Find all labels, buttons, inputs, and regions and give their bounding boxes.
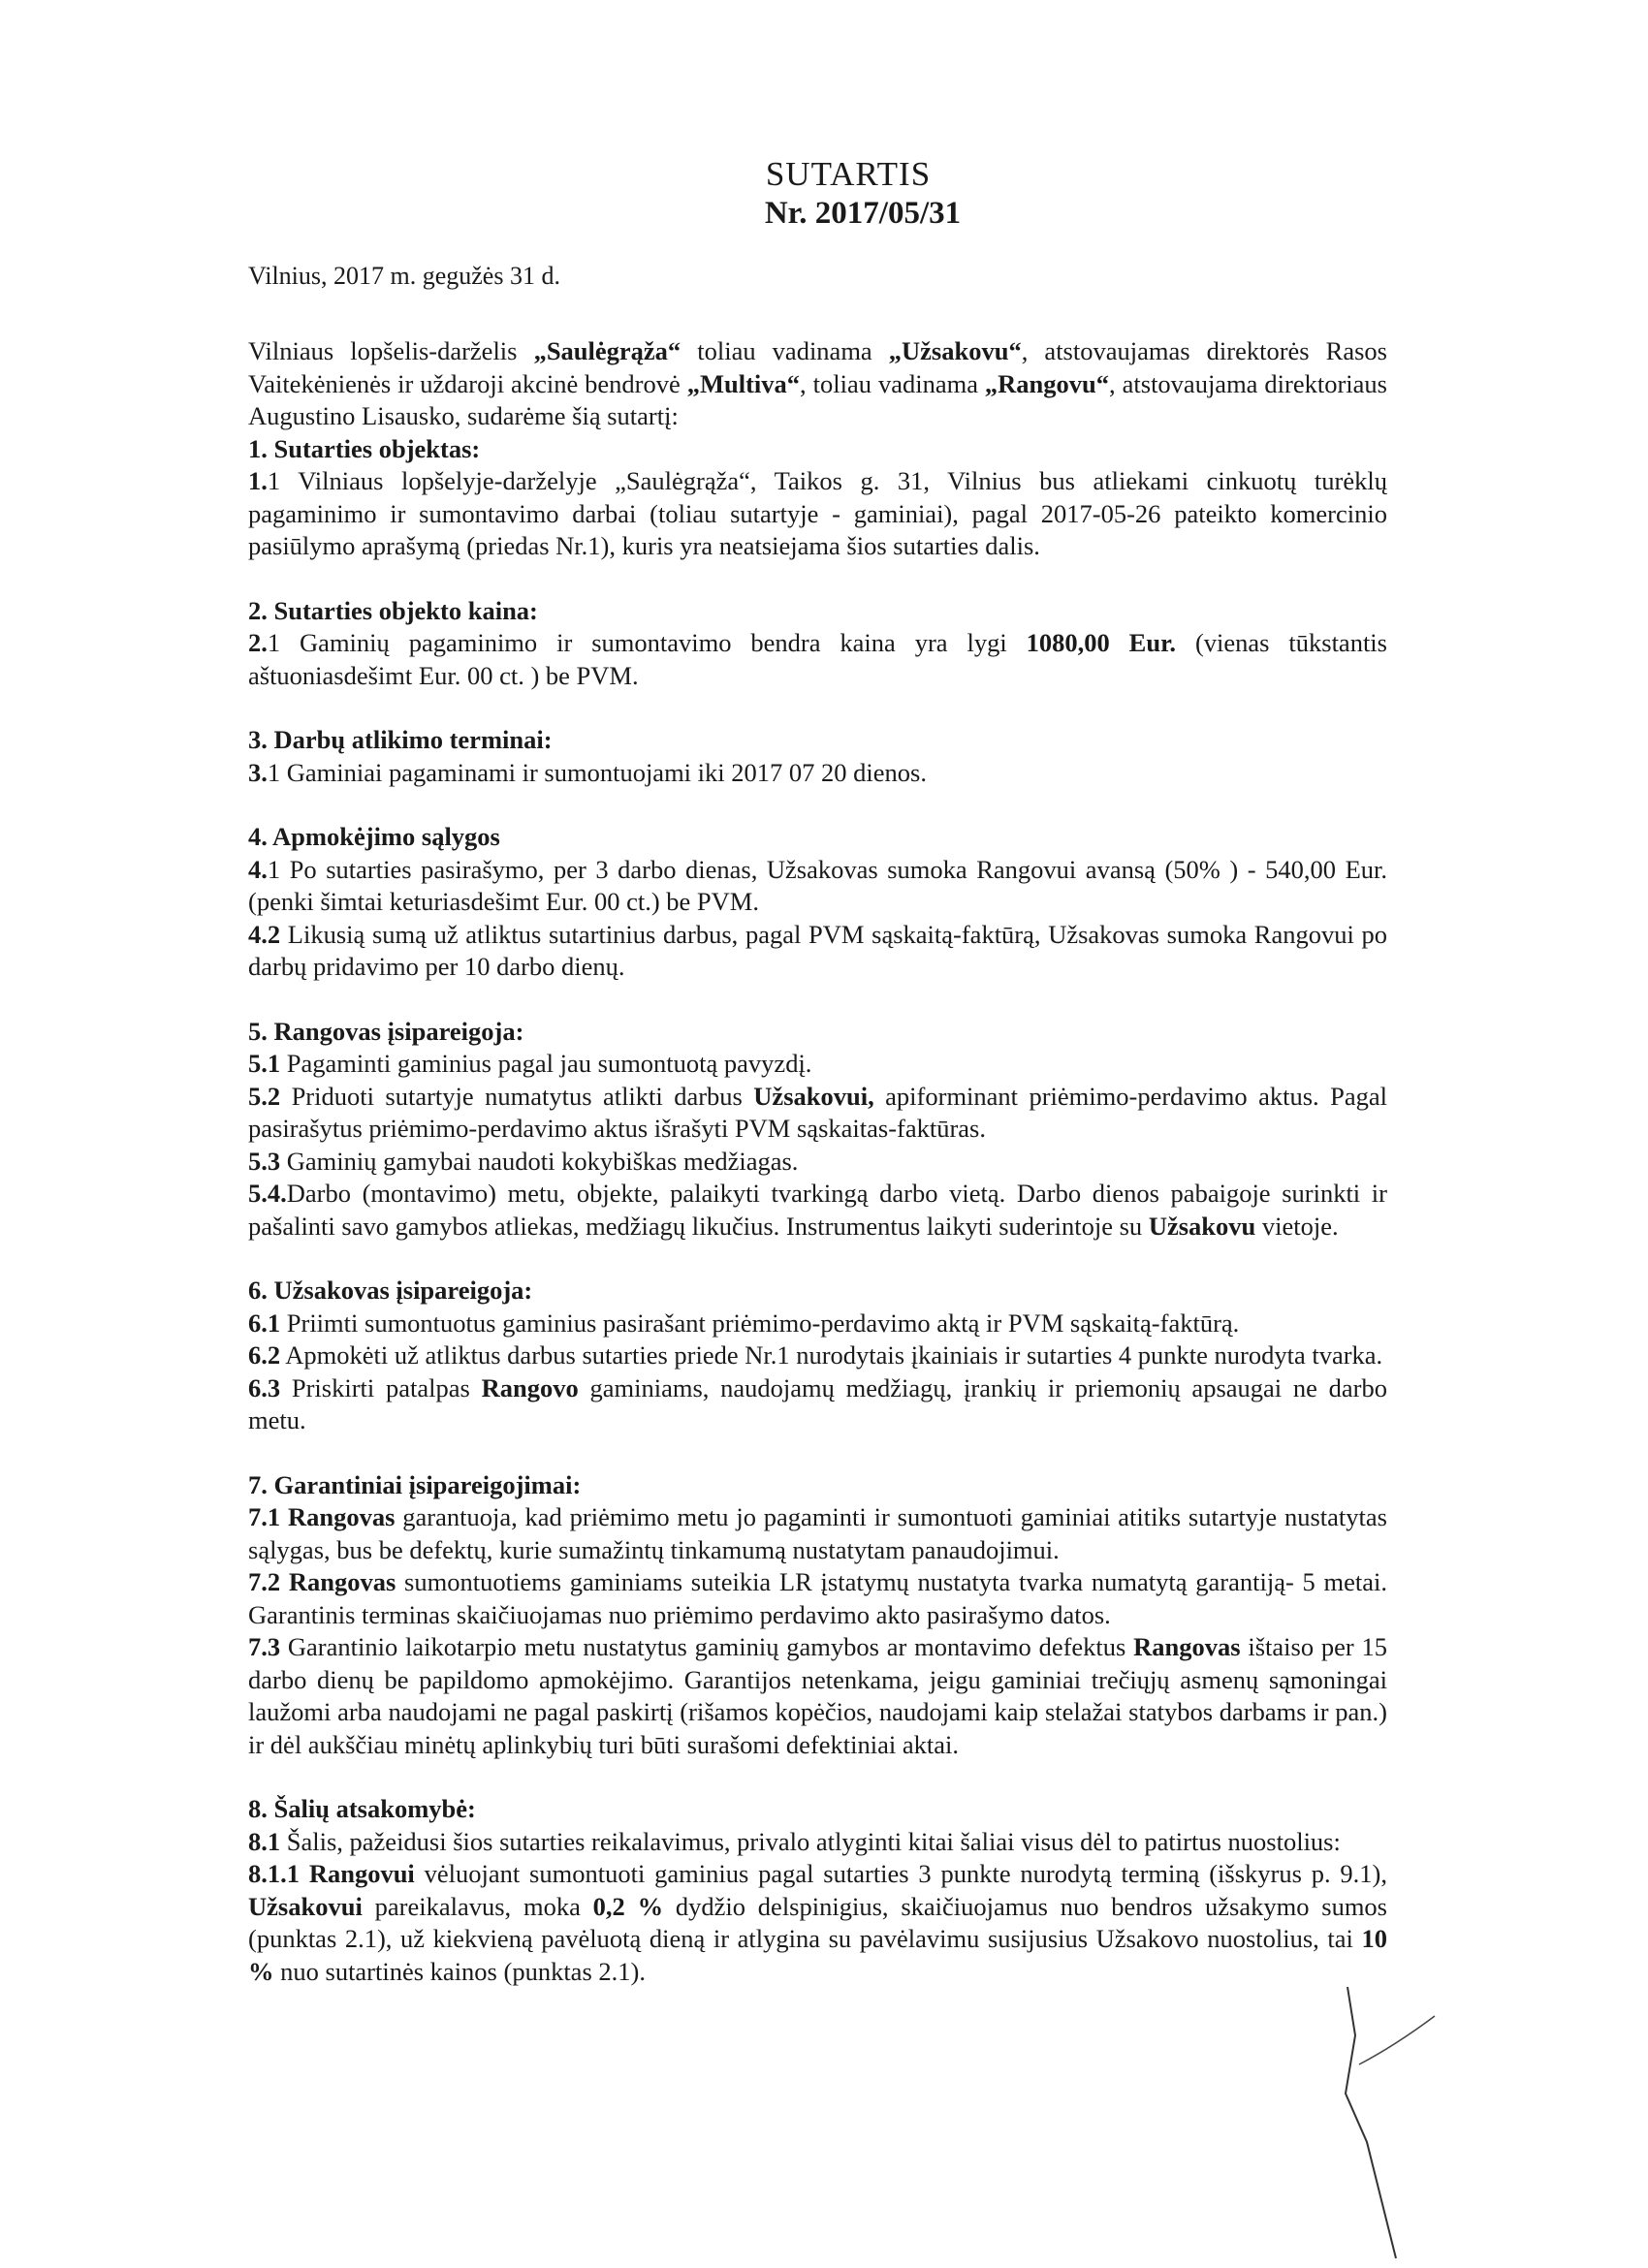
clause-8-1-1 [248, 1858, 1387, 1988]
clause-number: 4.2 [248, 919, 281, 949]
clause-text: nuo sutartinės kainos (punktas 2.1). [273, 1956, 646, 1986]
section-title: 1. Sutarties objektas: [248, 433, 481, 463]
clause-number: 4. [248, 854, 268, 884]
clause-2-1 [248, 627, 1387, 692]
contractor-name: „Multiva“ [686, 368, 801, 398]
section-2 [248, 595, 1387, 693]
clause-number: 5.3 [248, 1146, 281, 1176]
clause-5-4 [248, 1178, 1387, 1243]
client-alias: „Užsakovu“ [888, 336, 1022, 365]
penalty-cap: 10 % [248, 1924, 1387, 1986]
clause-emphasis: Rangovui [300, 1859, 415, 1888]
intro-text: , atstovaujamas direktorės Rasos Vaitekėnienės ir uždaroji akcinė bendrovė [248, 336, 1387, 398]
section-title: 4. Apmokėjimo sąlygos [248, 822, 500, 851]
clause-number: 8.1 [248, 1826, 281, 1856]
clause-emphasis: Rangovas [1133, 1632, 1241, 1661]
section-7 [248, 1469, 1387, 1762]
clause-emphasis: Užsakovui [248, 1891, 363, 1921]
clause-number: 6.1 [248, 1307, 281, 1338]
section-title: 7. Garantiniai įsipareigojimai: [248, 1469, 582, 1499]
place-date: Vilnius, 2017 m. gegužės 31 d. [248, 262, 560, 290]
clause-7-3 [248, 1631, 1387, 1761]
clause-text: gaminiams, naudojamų medžiagų, įrankių ir priemonių apsaugai ne darbo metu. [248, 1372, 1387, 1434]
clause-text: Priduoti sutartyje numatytus atlikti darbus [280, 1081, 754, 1111]
clause-1-1 [248, 465, 1387, 563]
clause-text: sumontuotiems gaminiams suteikia LR įstatymų nustatyta tvarka numatytą garantiją- 5 metai. Garantinis terminas skaičiuojamas nuo priėmimo perdavimo akto pasirašymo datos. [248, 1567, 1387, 1629]
clause-number: 1. [248, 466, 268, 495]
clause-text: Gaminių gamybai naudoti kokybiškas medžiagas. [280, 1146, 799, 1176]
clause-text: Vilniaus lopšelyje-darželyje „Saulėgrąža“, Taikos g. 31, Vilnius bus atliekami cinkuotų turėklų pagaminimo ir sumontavimo darbai (toliau sutartyje - gaminiai), pagal 2017-05-26 pateikto komercinio pasiūlymo aprašymą (priedas Nr.1), kuris yra neatsiejama šios sutarties dalis. [248, 466, 1387, 560]
clause-text: dydžio delspinigius, skaičiuojamus nuo bendros užsakymo sumos (punktas 2.1), už kiekvieną pavėluotą dieną ir atlygina su pavėlavimu susijusius Užsakovo nuostolius, tai [248, 1891, 1387, 1953]
clause-number: 7.3 [248, 1632, 281, 1661]
clause-6-2 [248, 1339, 1387, 1372]
clause-number: 7.2 [248, 1567, 281, 1596]
clause-number: 3. [248, 757, 268, 787]
clause-text: vėluojant sumontuoti gaminius pagal sutarties 3 punkte nurodytą terminą (išskyrus p. 9.1), [414, 1859, 1387, 1888]
clause-4-2 [248, 919, 1387, 984]
clause-3-1 [248, 757, 1387, 790]
clause-text: pareikalavus, moka [362, 1891, 593, 1921]
clause-text: Priskirti patalpas [280, 1372, 482, 1402]
clause-8-1 [248, 1826, 1387, 1859]
clause-5-3 [248, 1146, 1387, 1179]
clause-5-2 [248, 1081, 1387, 1146]
contractor-alias: „Rangovu“ [984, 368, 1110, 398]
clause-number: 1 [267, 466, 281, 495]
clause-text: Likusią sumą už atliktus sutartinius darbus, pagal PVM sąskaitą-faktūrą, Užsakovas sumoka Rangovui po darbų pridavimo per 10 darbo dienų. [248, 919, 1387, 981]
intro-text: toliau vadinama [681, 336, 889, 365]
clause-text: Darbo (montavimo) metu, objekte, palaikyti tvarkingą darbo vietą. Darbo dienos pabaigoje surinkti ir pašalinti savo gamybos atliekas, medžiagų likučius. Instrumentus laikyti suderintoje su [248, 1179, 1387, 1241]
clause-text: garantuoja, kad priėmimo metu jo pagaminti ir sumontuoti gaminiai atitiks sutartyje nustatytas sąlygas, bus be defektų, kurie sumažintų tinkamumą nustatytam panaudojimui. [248, 1502, 1387, 1564]
clause-emphasis: Rangovas [280, 1502, 396, 1531]
penalty-rate: 0,2 % [592, 1891, 664, 1921]
section-title: 2. Sutarties objekto kaina: [248, 595, 538, 625]
section-title: 5. Rangovas įsipareigoja: [248, 1016, 524, 1046]
section-3 [248, 724, 1387, 789]
handwritten-mark [1338, 1977, 1444, 2268]
clause-emphasis: Užsakovui, [753, 1081, 874, 1111]
clause-7-2 [248, 1566, 1387, 1631]
clause-number: 1 [267, 757, 281, 787]
clause-emphasis: Užsakovu [1148, 1211, 1256, 1241]
clause-emphasis: Rangovo [481, 1372, 579, 1402]
section-8 [248, 1793, 1387, 1988]
clause-text: apiforminant priėmimo-perdavimo aktus. Pagal pasirašytus priėmimo-perdavimo aktus išrašyti PVM sąskaitas-faktūras. [248, 1081, 1387, 1143]
clause-text: Gaminiai pagaminami ir sumontuojami iki 2017 07 20 dienos. [280, 757, 927, 787]
clause-4-1 [248, 854, 1387, 919]
clause-text: Po sutarties pasirašymo, per 3 darbo dienas, Užsakovas sumoka Rangovui avansą (50% ) - 540,00 Eur. (penki šimtai keturiasdešimt Eur. 00 ct.) be PVM. [248, 854, 1387, 916]
intro-text: , atstovaujama direktoriaus Augustino Lisausko, sudarėme šią sutartį: [248, 368, 1387, 430]
document-number: Nr. 2017/05/31 [764, 196, 962, 231]
client-name: „Saulėgrąža“ [533, 336, 681, 365]
intro-paragraph [248, 335, 1387, 433]
clause-number: 8.1.1 [248, 1859, 300, 1888]
section-title: 8. Šalių atsakomybė: [248, 1794, 476, 1823]
clause-text: Apmokėti už atliktus darbus sutarties priede Nr.1 nurodytais įkainiais ir sutarties 4 punkte nurodyta tvarka. [280, 1340, 1383, 1370]
contract-body [248, 335, 1387, 2020]
clause-7-1 [248, 1501, 1387, 1566]
intro-text: , toliau vadinama [800, 368, 985, 398]
clause-number: 2. [248, 628, 268, 657]
clause-text: ištaiso per 15 darbo dienų be papildomo apmokėjimo. Garantijos netenkama, jeigu gaminiai trečiųjų asmenų sąmoningai laužomi arba naudojami ne pagal paskirtį (rišamos kopėčios, naudojami kaip stelažai statybos darbams ir pan.) ir dėl aukščiau minėtų aplinkybių turi būti surašomi defektiniai aktai. [248, 1632, 1387, 1759]
section-4 [248, 821, 1387, 984]
clause-text: Garantinio laikotarpio metu nustatytus gaminių gamybos ar montavimo defektus [280, 1632, 1134, 1661]
clause-number: 5.4. [248, 1179, 287, 1208]
document-title: SUTARTIS [765, 155, 932, 193]
clause-5-1 [248, 1048, 1387, 1081]
clause-number: 1 [267, 854, 281, 884]
clause-text: (vienas tūkstantis aštuoniasdešimt Eur. 00 ct. ) be PVM. [248, 628, 1387, 690]
contract-price: 1080,00 Eur. [1026, 628, 1177, 657]
clause-text: Pagaminti gaminius pagal jau sumontuotą pavyzdį. [280, 1049, 812, 1078]
document-header [0, 155, 1648, 232]
section-1 [248, 433, 1387, 563]
section-5 [248, 1016, 1387, 1244]
clause-number: 5.1 [248, 1049, 281, 1078]
clause-text: Priimti sumontuotus gaminius pasirašant priėmimo-perdavimo aktą ir PVM sąskaitą-faktūrą. [280, 1307, 1240, 1338]
clause-text: Gaminių pagaminimo ir sumontavimo bendra kaina yra lygi [280, 628, 1027, 657]
section-title: 3. Darbų atlikimo terminai: [248, 725, 553, 754]
section-title: 6. Užsakovas įsipareigoja: [248, 1276, 533, 1305]
clause-number: 5.2 [248, 1081, 281, 1111]
clause-text: vietoje. [1255, 1211, 1339, 1241]
clause-number: 7.1 [248, 1502, 281, 1531]
section-6 [248, 1275, 1387, 1437]
intro-text: Vilniaus lopšelis-darželis [248, 336, 534, 365]
clause-number: 6.2 [248, 1340, 281, 1370]
clause-number: 6.3 [248, 1372, 281, 1402]
clause-6-3 [248, 1372, 1387, 1437]
clause-number: 1 [267, 628, 281, 657]
clause-emphasis: Rangovas [280, 1567, 396, 1596]
clause-6-1 [248, 1307, 1387, 1340]
clause-text: Šalis, pažeidusi šios sutarties reikalavimus, privalo atlyginti kitai šaliai visus dėl to patirtus nuostolius: [280, 1826, 1341, 1856]
